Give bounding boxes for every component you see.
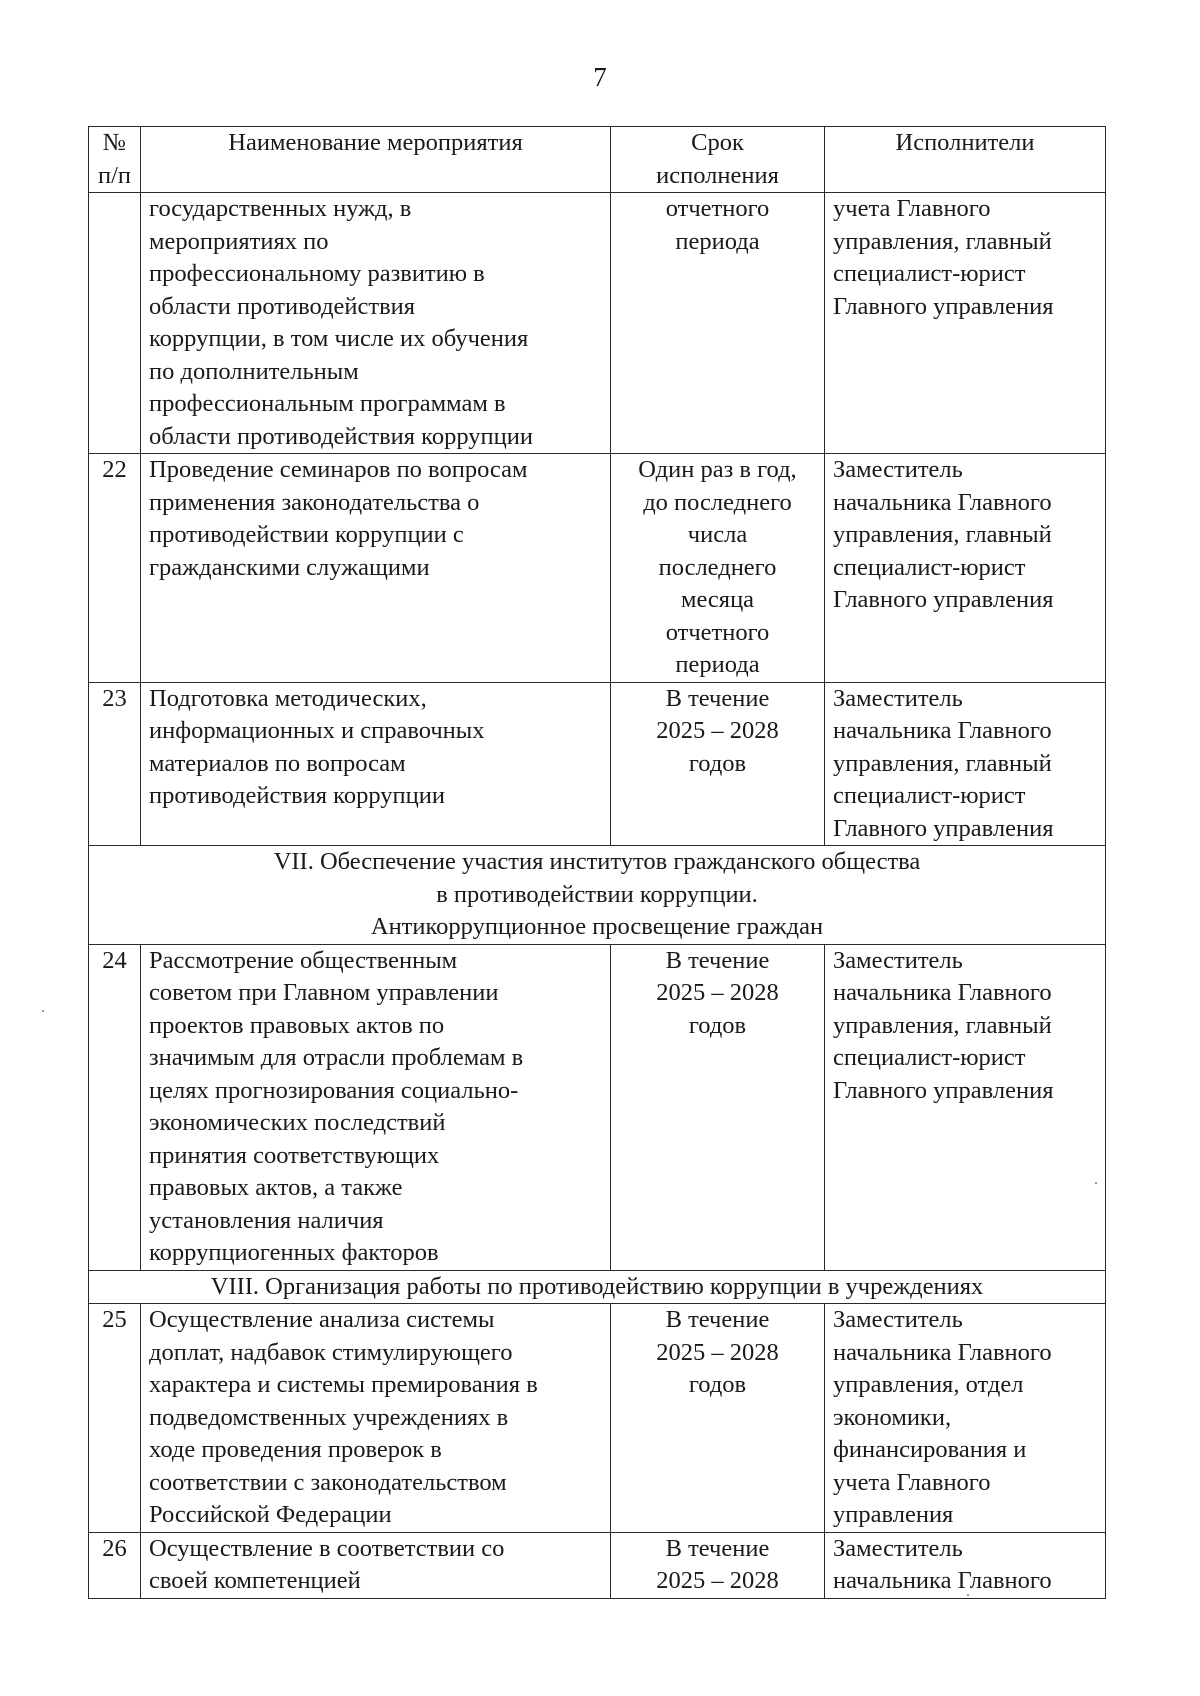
cell-line: специалист-юрист	[833, 1044, 1026, 1071]
cell-line: В течение	[665, 1534, 770, 1562]
cell-line: противодействия коррупции	[149, 782, 445, 809]
cell-line: Главного управления	[833, 292, 1054, 320]
scan-speck	[967, 1594, 969, 1596]
cell-line: по дополнительным	[149, 357, 359, 385]
header-num	[89, 127, 141, 193]
cell-line: применения законодательства о	[149, 488, 480, 516]
cell-line: управления, главный	[833, 1011, 1052, 1039]
cell-line: VIII. Организация работы по противодействию коррупции в учреждениях	[210, 1272, 984, 1300]
cell-line: Заместитель	[833, 684, 963, 712]
cell-line: до последнего	[643, 488, 792, 516]
cell-line: Рассмотрение общественным	[149, 946, 458, 974]
cell-line: подведомственных учреждениях в	[149, 1403, 509, 1431]
cell-line: своей компетенцией	[149, 1567, 361, 1594]
cell-line: советом при Главном управлении	[149, 979, 499, 1006]
cell-line: государственных нужд, в	[149, 195, 412, 222]
cell-line: Проведение семинаров по вопросам	[149, 456, 528, 483]
cell-line: специалист-юрист	[833, 782, 1026, 809]
cell-line: Подготовка методических,	[149, 684, 427, 712]
measure-name	[141, 193, 611, 454]
cell-line: материалов по вопросам	[149, 749, 406, 777]
cell-line: Осуществление в соответствии со	[149, 1534, 505, 1562]
cell-line: в противодействии коррупции.	[436, 880, 758, 908]
measure-name	[141, 1304, 611, 1533]
cell-line: профессиональным программам в	[149, 390, 506, 417]
cell-line: экономики,	[833, 1403, 952, 1431]
cell-line: Заместитель	[833, 1306, 963, 1333]
cell-line: начальника Главного	[833, 1567, 1052, 1594]
cell-line: управления, главный	[833, 521, 1052, 548]
cell-line: гражданскими служащими	[149, 553, 430, 581]
table-row	[89, 1532, 1106, 1598]
cell-line: В течение	[665, 1306, 770, 1333]
cell-line: Срок	[691, 129, 744, 156]
cell-line: начальника Главного	[833, 1338, 1052, 1366]
cell-line: В течение	[665, 684, 770, 712]
measure-name	[141, 454, 611, 683]
executors	[825, 193, 1106, 454]
row-number: 25	[89, 1304, 141, 1533]
cell-line: 2025 – 2028	[656, 1338, 779, 1366]
measures-table	[88, 126, 1106, 1599]
cell-line: характера и системы премирования в	[149, 1371, 538, 1398]
cell-line: 2025 – 2028	[656, 717, 779, 744]
cell-line: проектов правовых актов по	[149, 1011, 445, 1039]
cell-line: последнего	[658, 553, 777, 581]
deadline	[611, 193, 825, 454]
cell-line: установления наличия	[149, 1206, 384, 1234]
cell-line: начальника Главного	[833, 979, 1052, 1006]
cell-line: профессиональному развитию в	[149, 260, 485, 287]
table-row	[89, 193, 1106, 454]
cell-line: годов	[688, 749, 747, 777]
cell-line: учета Главного	[833, 1468, 991, 1496]
cell-line: Российской Федерации	[149, 1501, 392, 1528]
cell-line: ходе проведения проверок в	[149, 1436, 442, 1463]
cell-line: специалист-юрист	[833, 553, 1026, 581]
cell-line: отчетного	[665, 195, 770, 222]
page-number: 7	[593, 62, 607, 92]
table-row	[89, 454, 1106, 683]
cell-line: доплат, надбавок стимулирующего	[149, 1338, 513, 1366]
scan-speck	[1095, 1182, 1097, 1184]
cell-line: управления	[833, 1501, 954, 1528]
cell-line: целях прогнозирования социально-	[149, 1076, 519, 1104]
cell-line: противодействии коррупции с	[149, 521, 464, 548]
cell-line: значимым для отрасли проблемам в	[149, 1044, 524, 1071]
cell-line: информационных и справочных	[149, 717, 485, 744]
executors	[825, 454, 1106, 683]
deadline	[611, 1532, 825, 1598]
cell-line: годов	[688, 1011, 747, 1039]
section-heading-vii	[89, 846, 1106, 945]
table-row	[89, 1304, 1106, 1533]
measure-name	[141, 1532, 611, 1598]
cell-line: учета Главного	[833, 195, 991, 222]
row-number: 22	[89, 454, 141, 683]
cell-line: коррупциогенных факторов	[149, 1239, 439, 1266]
cell-line: отчетного	[665, 618, 770, 646]
executors	[825, 1304, 1106, 1533]
cell-line: периода	[675, 227, 760, 255]
cell-line: Главного управления	[833, 1076, 1054, 1104]
cell-line: Главного управления	[833, 586, 1054, 613]
cell-line: №	[102, 129, 127, 156]
cell-line: периода	[675, 651, 760, 678]
cell-line: годов	[688, 1371, 747, 1398]
table-body	[89, 193, 1106, 1599]
row-number: 24	[89, 944, 141, 1270]
cell-line: Один раз в год,	[638, 456, 797, 483]
scan-speck	[42, 1010, 44, 1012]
cell-line: числа	[687, 521, 748, 548]
deadline	[611, 454, 825, 683]
cell-line: В течение	[665, 946, 770, 974]
cell-line: управления, отдел	[833, 1371, 1024, 1398]
deadline	[611, 682, 825, 846]
cell-line: управления, главный	[833, 227, 1052, 255]
cell-line: принятия соответствующих	[149, 1141, 440, 1169]
cell-line: коррупции, в том числе их обучения	[149, 325, 529, 352]
deadline	[611, 1304, 825, 1533]
cell-line: Заместитель	[833, 456, 963, 483]
table-header-row	[89, 127, 1106, 193]
cell-line: Наименование мероприятия	[228, 129, 523, 156]
cell-line: 2025 – 2028	[656, 1567, 779, 1594]
header-executors	[825, 127, 1106, 193]
cell-line: Исполнители	[895, 129, 1035, 156]
header-term	[611, 127, 825, 193]
header-name	[141, 127, 611, 193]
cell-line: Заместитель	[833, 946, 963, 974]
cell-line: области противодействия	[149, 292, 416, 320]
executors	[825, 944, 1106, 1270]
section-title	[89, 1270, 1106, 1304]
section-title	[89, 846, 1106, 945]
table-row	[89, 944, 1106, 1270]
cell-line: соответствии с законодательством	[149, 1468, 507, 1496]
cell-line: мероприятиях по	[149, 227, 329, 255]
executors	[825, 682, 1106, 846]
cell-line: п/п	[97, 161, 132, 189]
cell-line: исполнения	[656, 161, 779, 189]
cell-line: Осуществление анализа системы	[149, 1306, 495, 1333]
table-row	[89, 682, 1106, 846]
cell-line: Антикоррупционное просвещение граждан	[370, 913, 824, 940]
row-number	[89, 193, 141, 454]
cell-line: финансирования и	[833, 1436, 1027, 1463]
section-heading-viii	[89, 1270, 1106, 1304]
cell-line: области противодействия коррупции	[149, 422, 533, 450]
row-number: 26	[89, 1532, 141, 1598]
row-number: 23	[89, 682, 141, 846]
cell-line: правовых актов, а также	[149, 1174, 403, 1201]
executors	[825, 1532, 1106, 1598]
cell-line: начальника Главного	[833, 717, 1052, 744]
deadline	[611, 944, 825, 1270]
cell-line: управления, главный	[833, 749, 1052, 777]
cell-line: специалист-юрист	[833, 260, 1026, 287]
cell-line: VII. Обеспечение участия институтов гражданского общества	[273, 848, 921, 875]
cell-line: месяца	[680, 586, 755, 613]
cell-line: 2025 – 2028	[656, 979, 779, 1006]
measure-name	[141, 944, 611, 1270]
cell-line: экономических последствий	[149, 1109, 446, 1136]
measure-name	[141, 682, 611, 846]
cell-line: Заместитель	[833, 1534, 963, 1562]
cell-line: начальника Главного	[833, 488, 1052, 516]
cell-line: Главного управления	[833, 814, 1054, 842]
